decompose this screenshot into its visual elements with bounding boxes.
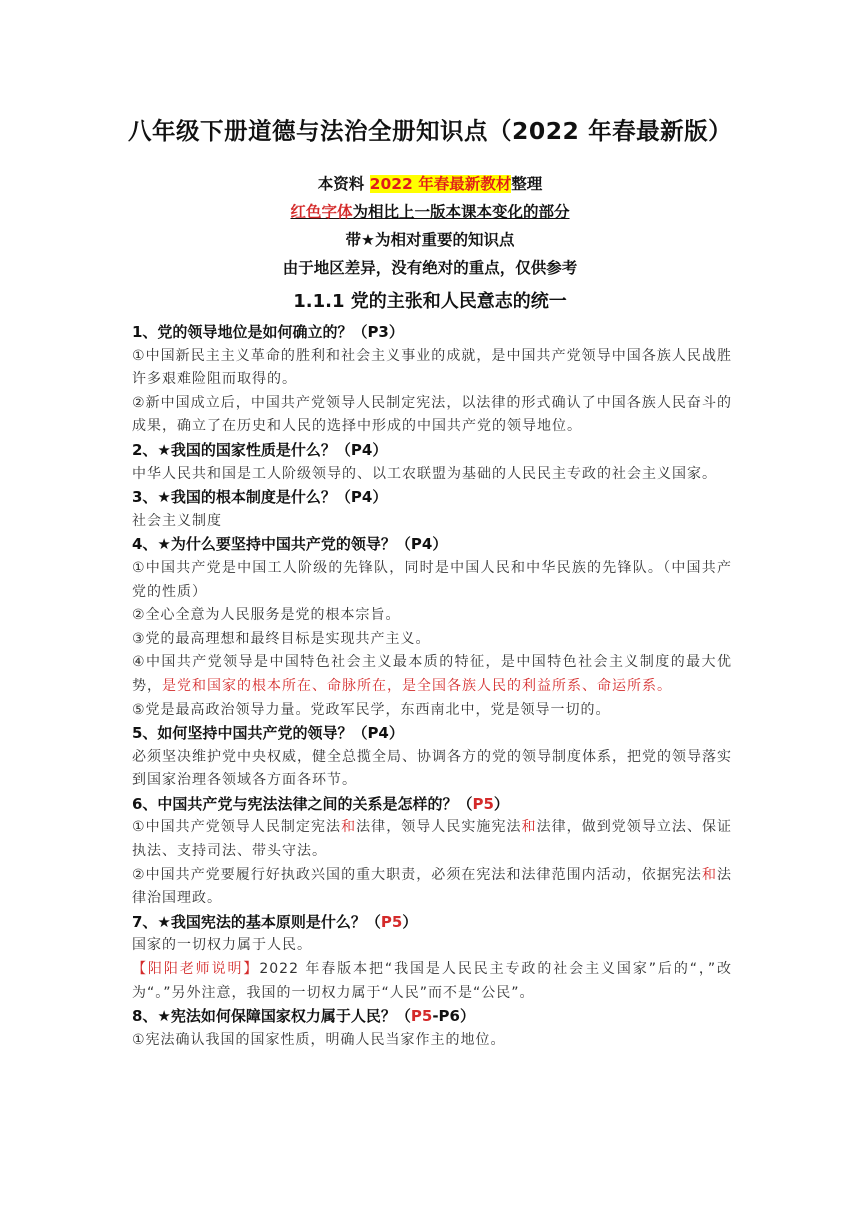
question-5: 5、如何坚持中国共产党的领导？（P4）: [132, 724, 404, 743]
teacher-note-label: 【阳阳老师说明】: [132, 961, 260, 978]
answer-6-2-part1: ②中国共产党要履行好执政兴国的重大职责，必须在宪法和法律范围内活动，依据宪法: [132, 866, 702, 883]
intro-prefix: 本资料: [317, 175, 370, 193]
answer-4-4: [132, 651, 732, 698]
answer-3-1: 社会主义制度: [132, 512, 222, 529]
answer-6-2-red1: 和: [701, 866, 717, 883]
question-1: 1、党的领导地位是如何确立的？（P3）: [132, 323, 404, 341]
intro-line-source: [0, 172, 860, 194]
intro-red-label: 红色字体: [290, 203, 353, 221]
question-6: [132, 793, 732, 817]
answer-4-5: ⑤党是最高政治领导力量。党政军民学，东西南北中，党是领导一切的。: [132, 701, 611, 718]
question-6-page-ref: P5: [472, 794, 494, 813]
question-4: 4、★为什么要坚持中国共产党的领导？（P4）: [132, 535, 448, 554]
answer-6-1-red2: 和: [521, 819, 537, 836]
question-8-end: -P6）: [432, 1007, 475, 1026]
answer-7-1: 国家的一切权力属于人民。: [132, 937, 312, 954]
answer-6-1-part1: ①中国共产党领导人民制定宪法: [132, 819, 342, 836]
intro-red-rest: 为相比上一版本课本变化的部分: [352, 203, 570, 221]
question-2: 2、★我国的国家性质是什么？（P4）: [132, 440, 388, 459]
section-heading: 1.1.1 党的主张和人民意志的统一: [293, 291, 567, 312]
answer-6-1-part3: 法律，做到党领导立法、保证执法、支持司法、带头守法。: [132, 819, 733, 860]
intro-suffix: 整理: [511, 175, 543, 193]
intro-line-disclaimer: 由于地区差异，没有绝对的重点，仅供参考: [282, 259, 578, 277]
answer-6-1: [132, 816, 732, 863]
document-title: 八年级下册道德与法治全册知识点（2022 年春最新版）: [128, 117, 733, 145]
answer-2-1: 中华人民共和国是工人阶级领导的、以工农联盟为基础的人民民主专政的社会主义国家。: [132, 465, 717, 482]
answer-1-2: ②新中国成立后，中国共产党领导人民制定宪法，以法律的形式确认了中国各族人民奋斗的成果，确立了在历史和人民的选择中形成的中国共产党的领导地位。: [132, 394, 732, 435]
document-body: [132, 321, 732, 1052]
answer-4-3: ③党的最高理想和最终目标是实现共产主义。: [132, 630, 431, 647]
answer-4-4-text: ④中国共产党领导是中国特色社会主义最本质的特征，是中国特色社会主义制度的最大优势，: [132, 654, 732, 694]
answer-8-1: ①宪法确认我国的国家性质，明确人民当家作主的地位。: [132, 1031, 506, 1048]
answer-5-1: 必须坚决维护党中央权威，健全总揽全局、协调各方的党的领导制度体系，把党的领导落实到国家治理各领域各方面各环节。: [132, 748, 732, 789]
answer-1-1: ①中国新民主主义革命的胜利和社会主义事业的成就，是中国共产党领导中国各族人民战胜许多艰难险阻而取得的。: [132, 347, 732, 388]
question-3: 3、★我国的根本制度是什么？（P4）: [132, 488, 388, 507]
question-8: [132, 1005, 732, 1029]
answer-6-2: [132, 864, 732, 911]
answer-6-1-red1: 和: [341, 819, 357, 836]
answer-4-2: ②全心全意为人民服务是党的根本宗旨。: [132, 607, 401, 624]
question-8-text: 8、★宪法如何保障国家权力属于人民？（: [132, 1007, 411, 1026]
question-6-text: 6、中国共产党与宪法法律之间的关系是怎样的？（: [132, 794, 473, 813]
question-7-text: 7、★我国宪法的基本原则是什么？（: [132, 912, 381, 931]
question-7: [132, 911, 732, 935]
answer-6-2-part2: 法律治国理政。: [132, 866, 732, 907]
question-6-end: ）: [493, 794, 509, 813]
teacher-note-text: 2022 年春版本把“我国是人民民主专政的社会主义国家”后的“，”改为“。”另外注意，我国的一切权力属于“人民”而不是“公民”。: [132, 961, 733, 1001]
question-8-page-ref: P5: [410, 1007, 433, 1026]
answer-6-1-part2: 法律，领导人民实施宪法: [356, 819, 522, 836]
answer-4-4-red-text: 是党和国家的根本所在、命脉所在，是全国各族人民的利益所系、命运所系。: [162, 677, 672, 694]
intro-highlight: 2022 年春最新教材: [369, 175, 512, 193]
intro-line-star: 带★为相对重要的知识点: [345, 231, 515, 249]
teacher-note: [132, 958, 732, 1005]
intro-line-red-note: [0, 200, 860, 222]
question-7-page-ref: P5: [380, 912, 403, 931]
question-7-end: ）: [402, 912, 418, 931]
answer-4-1: ①中国共产党是中国工人阶级的先锋队，同时是中国人民和中华民族的先锋队。（中国共产党的性质）: [132, 559, 732, 600]
